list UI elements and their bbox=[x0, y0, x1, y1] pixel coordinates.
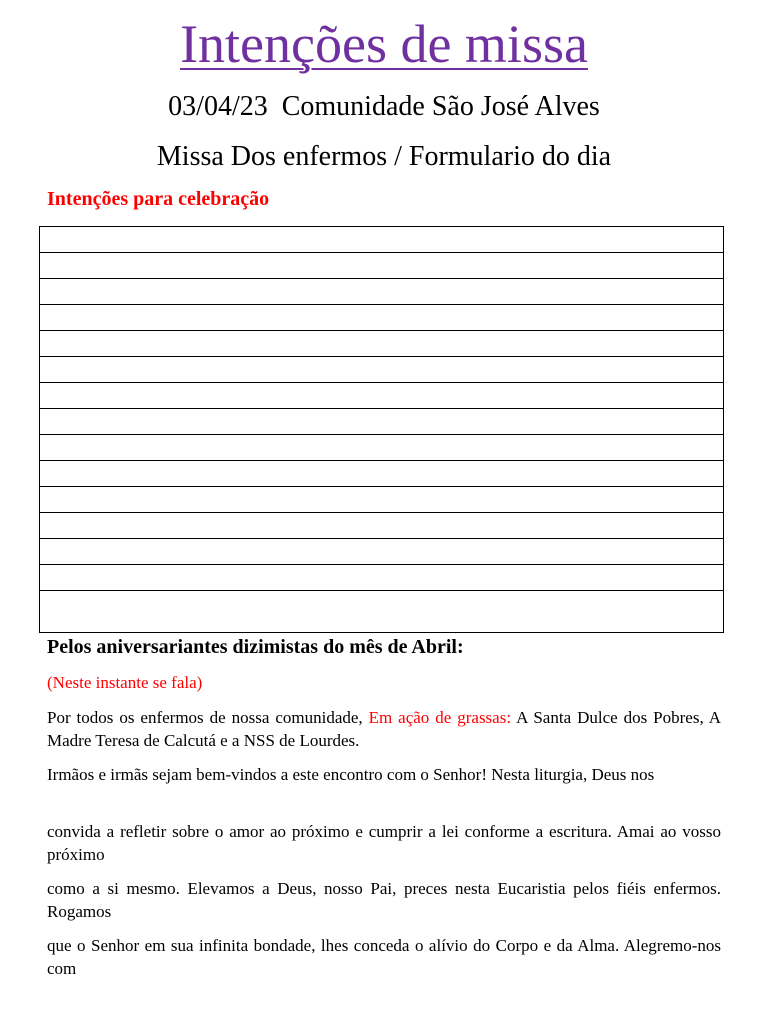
mass-form-line: Missa Dos enfermos / Formulario do dia bbox=[156, 141, 612, 172]
blank-writing-line bbox=[40, 512, 723, 513]
blank-writing-line bbox=[40, 538, 723, 539]
speaking-note: (Neste instante se fala) bbox=[47, 673, 203, 692]
blank-writing-line bbox=[40, 356, 723, 357]
reflection-paragraph: convida a refletir sobre o amor ao próximo e cumprir a lei conforme a escritura. Amai ao vosso próximo bbox=[47, 822, 721, 864]
blank-writing-line bbox=[40, 408, 723, 409]
thanks-rest: A Santa Dulce dos Pobres, A Madre Teresa de Calcutá e a NSS de Lourdes. bbox=[47, 708, 721, 750]
blank-writing-line bbox=[40, 434, 723, 435]
birthdays-heading: Pelos aniversariantes dizimistas do mês de Abril: bbox=[47, 636, 464, 658]
blank-writing-line bbox=[40, 460, 723, 461]
blank-writing-line bbox=[40, 304, 723, 305]
relief-paragraph: que o Senhor em sua infinita bondade, lhes conceda o alívio do Corpo e da Alma. Alegremo-nos com bbox=[47, 936, 721, 978]
blank-writing-line bbox=[40, 564, 723, 565]
blank-writing-line bbox=[40, 486, 723, 487]
intentions-lines-table bbox=[39, 226, 724, 633]
sick-prayer-prefix: Por todos os enfermos de nossa comunidade, bbox=[47, 708, 369, 727]
page-title: Intenções de missa bbox=[180, 14, 588, 74]
blank-writing-line bbox=[40, 278, 723, 279]
intentions-heading: Intenções para celebração bbox=[47, 188, 270, 210]
welcome-paragraph: Irmãos e irmãs sejam bem-vindos a este encontro com o Senhor! Nesta liturgia, Deus nos bbox=[47, 765, 655, 784]
blank-writing-line bbox=[40, 590, 723, 591]
blank-writing-line bbox=[40, 382, 723, 383]
date-community-line: 03/04/23 Comunidade São José Alves bbox=[168, 91, 600, 122]
blank-writing-line bbox=[40, 330, 723, 331]
prayer-paragraph: como a si mesmo. Elevamos a Deus, nosso Pai, preces nesta Eucaristia pelos fiéis enfermos. Rogamos bbox=[47, 879, 721, 921]
sick-prayer-paragraph bbox=[47, 706, 721, 752]
blank-writing-line bbox=[40, 252, 723, 253]
thanks-label: Em ação de grassas: bbox=[368, 708, 512, 727]
